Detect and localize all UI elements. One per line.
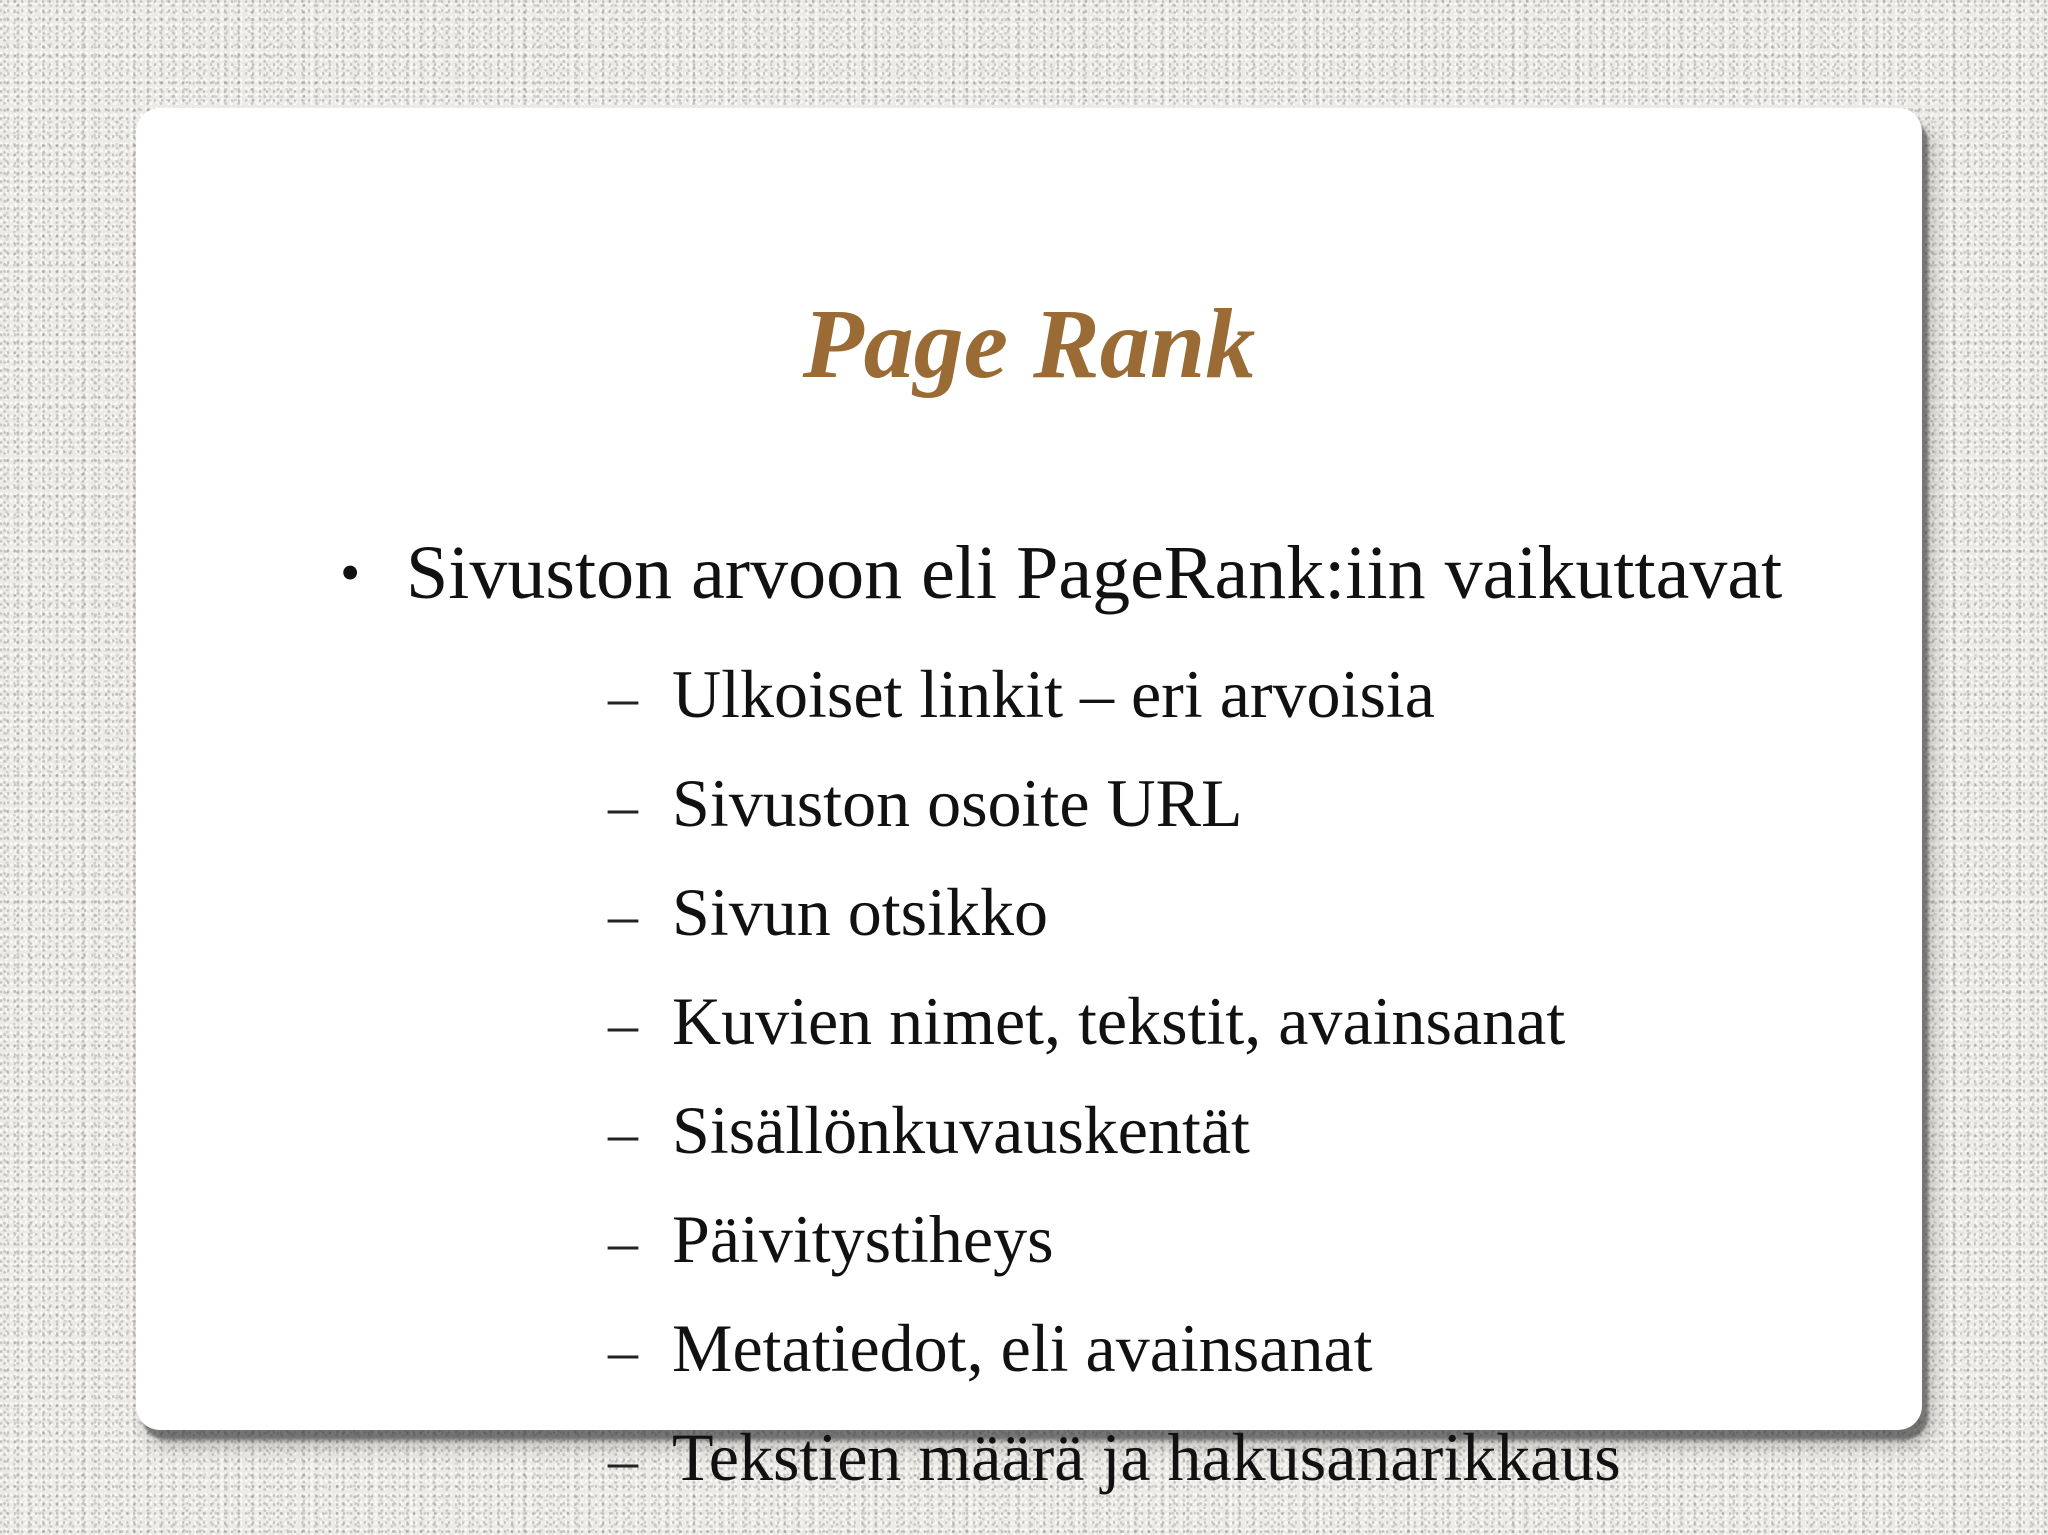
sub-bullet-item: [608, 1191, 1621, 1300]
sub-bullet-text: Ulkoiset linkit – eri arvoisia: [672, 656, 1435, 732]
sub-bullet-item: [608, 973, 1621, 1082]
sub-bullet-text: Sivun otsikko: [672, 874, 1048, 950]
dash-icon: –: [608, 664, 638, 730]
bullet-dot-icon: •: [340, 540, 361, 605]
dash-icon: –: [608, 1100, 638, 1166]
dash-icon: –: [608, 773, 638, 839]
main-bullet: [340, 528, 1980, 618]
sub-bullet-item: [608, 755, 1621, 864]
sub-bullet-text: Sisällönkuvauskentät: [672, 1092, 1250, 1168]
main-bullet-text: Sivuston arvoon eli PageRank:iin vaikuttavat: [406, 531, 1783, 615]
sub-bullet-text: Päivitystiheys: [672, 1201, 1054, 1277]
sub-bullet-item: [608, 646, 1621, 755]
dash-icon: –: [608, 1209, 638, 1275]
sub-bullet-text: Metatiedot, eli avainsanat: [672, 1310, 1373, 1386]
slide-title: Page Rank: [802, 288, 1256, 399]
sub-bullet-text: Kuvien nimet, tekstit, avainsanat: [672, 983, 1566, 1059]
sub-bullet-text: Sivuston osoite URL: [672, 765, 1243, 841]
sub-bullet-item: [608, 864, 1621, 973]
sub-bullet-text: Tekstien määrä ja hakusanarikkaus: [672, 1419, 1621, 1495]
dash-icon: –: [608, 991, 638, 1057]
sub-bullet-item: [608, 1300, 1621, 1409]
slide-card: [136, 108, 1922, 1495]
dash-icon: –: [608, 1427, 638, 1493]
sub-bullet-item: [608, 1082, 1621, 1191]
sub-bullet-item: [608, 1409, 1621, 1518]
dash-icon: –: [608, 1318, 638, 1384]
sub-bullet-list: [608, 646, 1621, 1518]
dash-icon: –: [608, 882, 638, 948]
